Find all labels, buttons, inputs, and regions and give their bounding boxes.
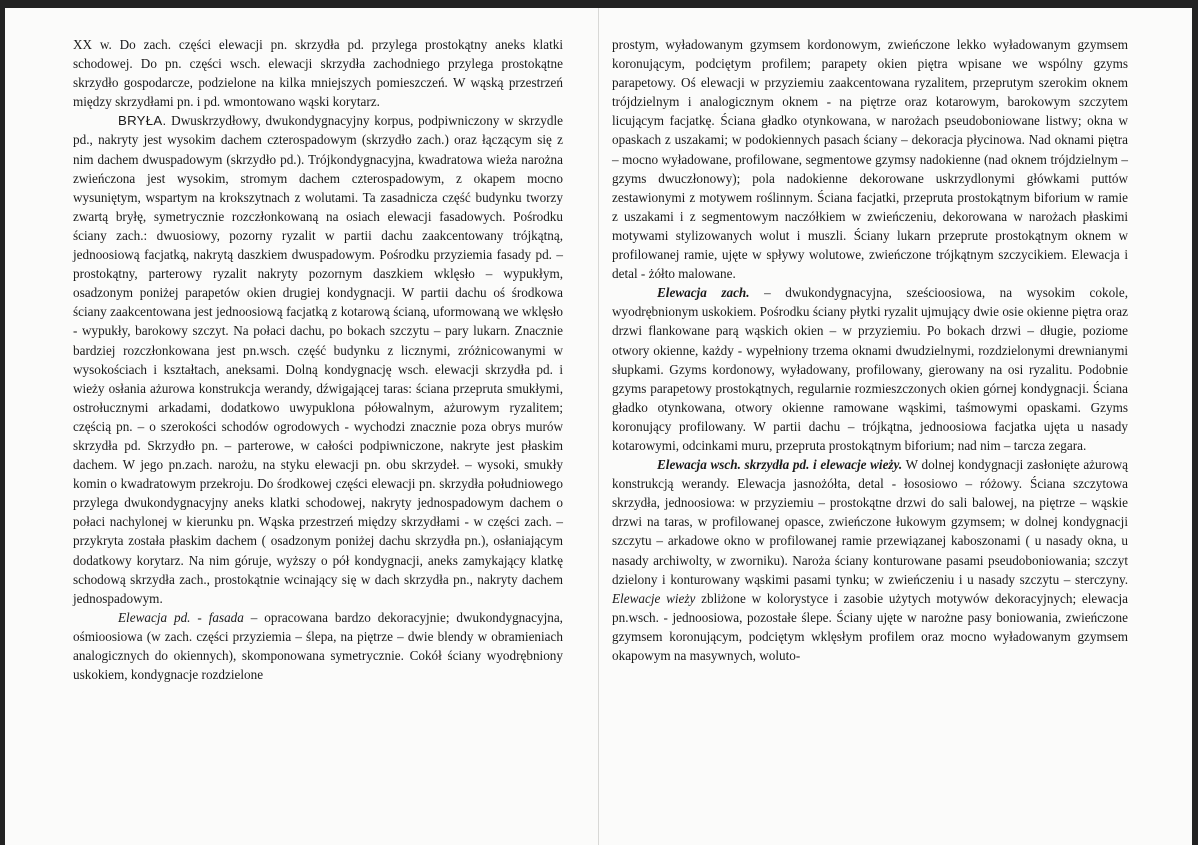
paragraph-elewacja-wsch-body: W dolnej kondygnacji zasłonięte ażurową konstrukcją werandy. Elewacja jasnożółta, detal - łososiowo – różowy. Ściana szczytowa skrzydła, jednoosiowa: w przyziemiu – prostokątne drzwi do sali balowej, na piętrze – wąskie drzwi na taras, w profilowanej opasce, zwieńczone łukowym gzymsem; w dolnej kondygnacji szczytu – arkadowe okno w profilowanej ramie przewiązanej kaboszonami ( u nasady okna, u nasady archiwolty, w zworniku). Naroża ściany konturowane pasami pseudoboniowania; szczyt dzielony i konturowany wąskimi pasami tynku; w zwieńczeniu i u nasady szczytu – sterczyny. (612, 457, 1128, 587)
paragraph-elewacja-pd-body: – opracowana bardzo dekoracyjnie; dwukondygnacyjna, ośmioosiowa (w zach. części przyziemia – ślepa, na piętrze – dwie blendy w obramieniach analogicznych do okiennych), skomponowana symetrycznie. Cokół ściany wyodrębniony uskokiem, kondygnacje rozdzielone (73, 609, 563, 683)
paragraph-elewacja-zach (612, 283, 1128, 455)
left-column (73, 35, 563, 684)
page-gutter (598, 0, 599, 845)
paragraph-bryla-body: Dwuskrzydłowy, dwukondygnacyjny korpus, podpiwniczony w skrzydle pd., nakryty jest wysokim dachem czterospadowym (skrzydło zach.) oraz łączącym się z nim dachem dwuspadowym (skrzydło pd.). Trójkondygnacyjna, kwadratowa wieża narożna zwieńczona jest wysokim, stromym dachem czterospadowym, z okapem mocno wysuniętym, wspartym na krokszytnach z wolutami. Ta zasadnicza część budynku tworzy zwartą bryłę, symetrycznie rozczłonkowaną na osiach elewacji fasadowych. Pośrodku ściany zach.: dwuosiowy, pozorny ryzalit w partii dachu zaakcentowany trójkątną, jednoosiową facjatką, nakrytą daszkiem dwuspadowym. Pośrodku przyziemia fasady pd. – prostokątny, parterowy ryzalit nakryty pozornym daszkiem wklęsło – wypukłym, osadzonym poniżej parapetów okien drugiej kondygnacji. W partii dachu oś środkowa ściany zaakcentowana jest jednoosiową facjatką z kotarową ścianą, uformowaną we wklęsło - wypukły, barokowy szczyt. Na połaci dachu, po bokach szczytu – pary lukarn. Znacznie bardziej rozczłonkowana jest pn.wsch. część budynku z licznymi, zróżnicowanymi w wysokościach i kształtach, aneksami. Dolną kondygnację wsch. elewacji skrzydła pd. i wieży osłania ażurowa konstrukcja werandy, dźwigającej taras: ściana przepruta smukłymi, ostrołucznymi arkadami, dodatkowo uwypuklona półowalnym, ażurowym ryzalitem; częścią pn. – o szerokości schodów ogrodowych - wychodzi znacznie poza obrys murów skrzydła pd. Skrzydło pn. – parterowe, w całości podpiwniczone, nakryte jest płaskim dachem. W jego pn.zach. narożu, na styku elewacji pn. obu skrzydeł. – wysoki, smukły komin o kwadratowym przekroju. Do środkowej części elewacji pn. skrzydła południowego przylega dwukondygnacyjny aneks klatki schodowej, nakryty jednospadowym dachem o połaci nachylonej w kierunku pn. Wąska przestrzeń między skrzydłami - w części zach. – przykryta została płaskim dachem ( osadzonym poniżej dachu skrzydła pn.), osłaniającym dodatkowy korytarz. Na nim góruje, wyższy o pół kondygnacji, aneks zamykający klatkę schodową skrzydła zach., prostokątnie wcinający się w dach skrzydła pn., nakryty dachem jednospadowym. (73, 113, 563, 606)
section-heading-elewacja-wsch: Elewacja wsch. skrzydła pd. i elewacje wieży. (657, 457, 903, 473)
paragraph-elewacja-zach-body: – dwukondygnacyjna, sześcioosiowa, na wysokim cokole, wyodrębnionym uskokiem. Pośrodku ściany płytki ryzalit ujmujący dwie osie okienne piętra oraz drzwi flankowane parą wąskich okien – w przyziemiu. Po bokach drzwi – długie, poziome otwory okienne, każdy - wypełniony trzema oknami dwudzielnymi, rozdzielonymi drewnianymi słupkami. Gzyms kordonowy, wyładowany, profilowany, gierowany na osi ryzalitu. Podobnie gzyms parapetowy prostokątnych, regularnie rozmieszczonych okien górnej kondygnacji. Ściana gładko otynkowana, otwory okienne ramowane wąskimi, taśmowymi opaskami. Gzyms koronujący profilowany. W partii dachu – trójkątna, jednoosiowa facjatka ujęta u nasady kotarowymi, odcinkami muru, przepruta prostokątnym biforium; nad nim – tarcza zegara. (612, 285, 1128, 453)
right-column (612, 35, 1128, 665)
paragraph-elewacje-wiezy-body: zbliżone w kolorystyce i zasobie użytych motywów dekoracyjnych; elewacja pn.wsch. - jednoosiowa, pozostałe ślepe. Ściany ujęte w narożne pasy boniowania, zwieńczone gzymsem koronującym, podciętym wklęsłym profilem oraz mocno wyładowanym gzymsem okapowym na masywnych, woluto- (612, 590, 1128, 663)
scan-edge-left (0, 0, 5, 845)
scan-edge-right (1192, 0, 1198, 845)
paragraph-elewacja-wsch (612, 455, 1128, 665)
paragraph-continuation: prostym, wyładowanym gzymsem kordonowym, zwieńczone lekko wyładowanym gzymsem koronującym, podciętym profilem; parapety okien piętra wpisane we wspólny gzyms parapetowy. Oś elewacji w przyziemiu zaakcentowana ryzalitem, przeprutym szerokim oknem trójdzielnym i analogicznym oknem - na piętrze oraz kotarowym, barokowym szczytem licującym facjatkę. Ściana gładko otynkowana, w narożach pseudoboniowane listwy; okna w opaskach z uszakami; w podokiennych pasach ściany – dekoracja płycinowa. Nad oknami piętra – mocno wyładowane, profilowane, segmentowe gzymsy nadokienne (nad oknem trójdzielnym – gzyms dwuczłonowy); pola nadokienne dekorowane uskrzydlonymi główkami puttów zestawionymi z motywem roślinnym. Ściana facjatki, przepruta prostokątnym biforium w ramie z uszakami i z segmentowym naczółkiem w zwieńczeniu, dekorowana w narożach płaskimi motywami stylizowanych wolut i muszli. Ściany lukarn przeprute prostokątnym oknem w profilowanej ramie, ujęte w spływy wolutowe, zwieńczone trójkątnym szczycikiem. Elewacja i detal - żółto malowane. (612, 37, 1128, 282)
scan-edge-top (0, 0, 1198, 8)
paragraph-elewacja-pd (73, 608, 563, 684)
section-heading-elewacje-wiezy: Elewacje wieży (612, 590, 696, 606)
section-heading-elewacja-zach: Elewacja zach. (657, 285, 750, 301)
paragraph-intro: XX w. Do zach. części elewacji pn. skrzydła pd. przylega prostokątny aneks klatki schodowej. Do pn. części wsch. elewacji skrzydła zachodniego przylega prostokątne skrzydło gospodarcze, podzielone na kilka mniejszych pomieszczeń. W wąską przestrzeń między skrzydłami pn. i pd. wmontowano wąski korytarz. (73, 37, 563, 110)
section-heading-bryla: BRYŁA. (118, 113, 167, 129)
section-heading-elewacja-pd: Elewacja pd. - fasada (118, 609, 244, 625)
paragraph-bryla (73, 111, 563, 607)
